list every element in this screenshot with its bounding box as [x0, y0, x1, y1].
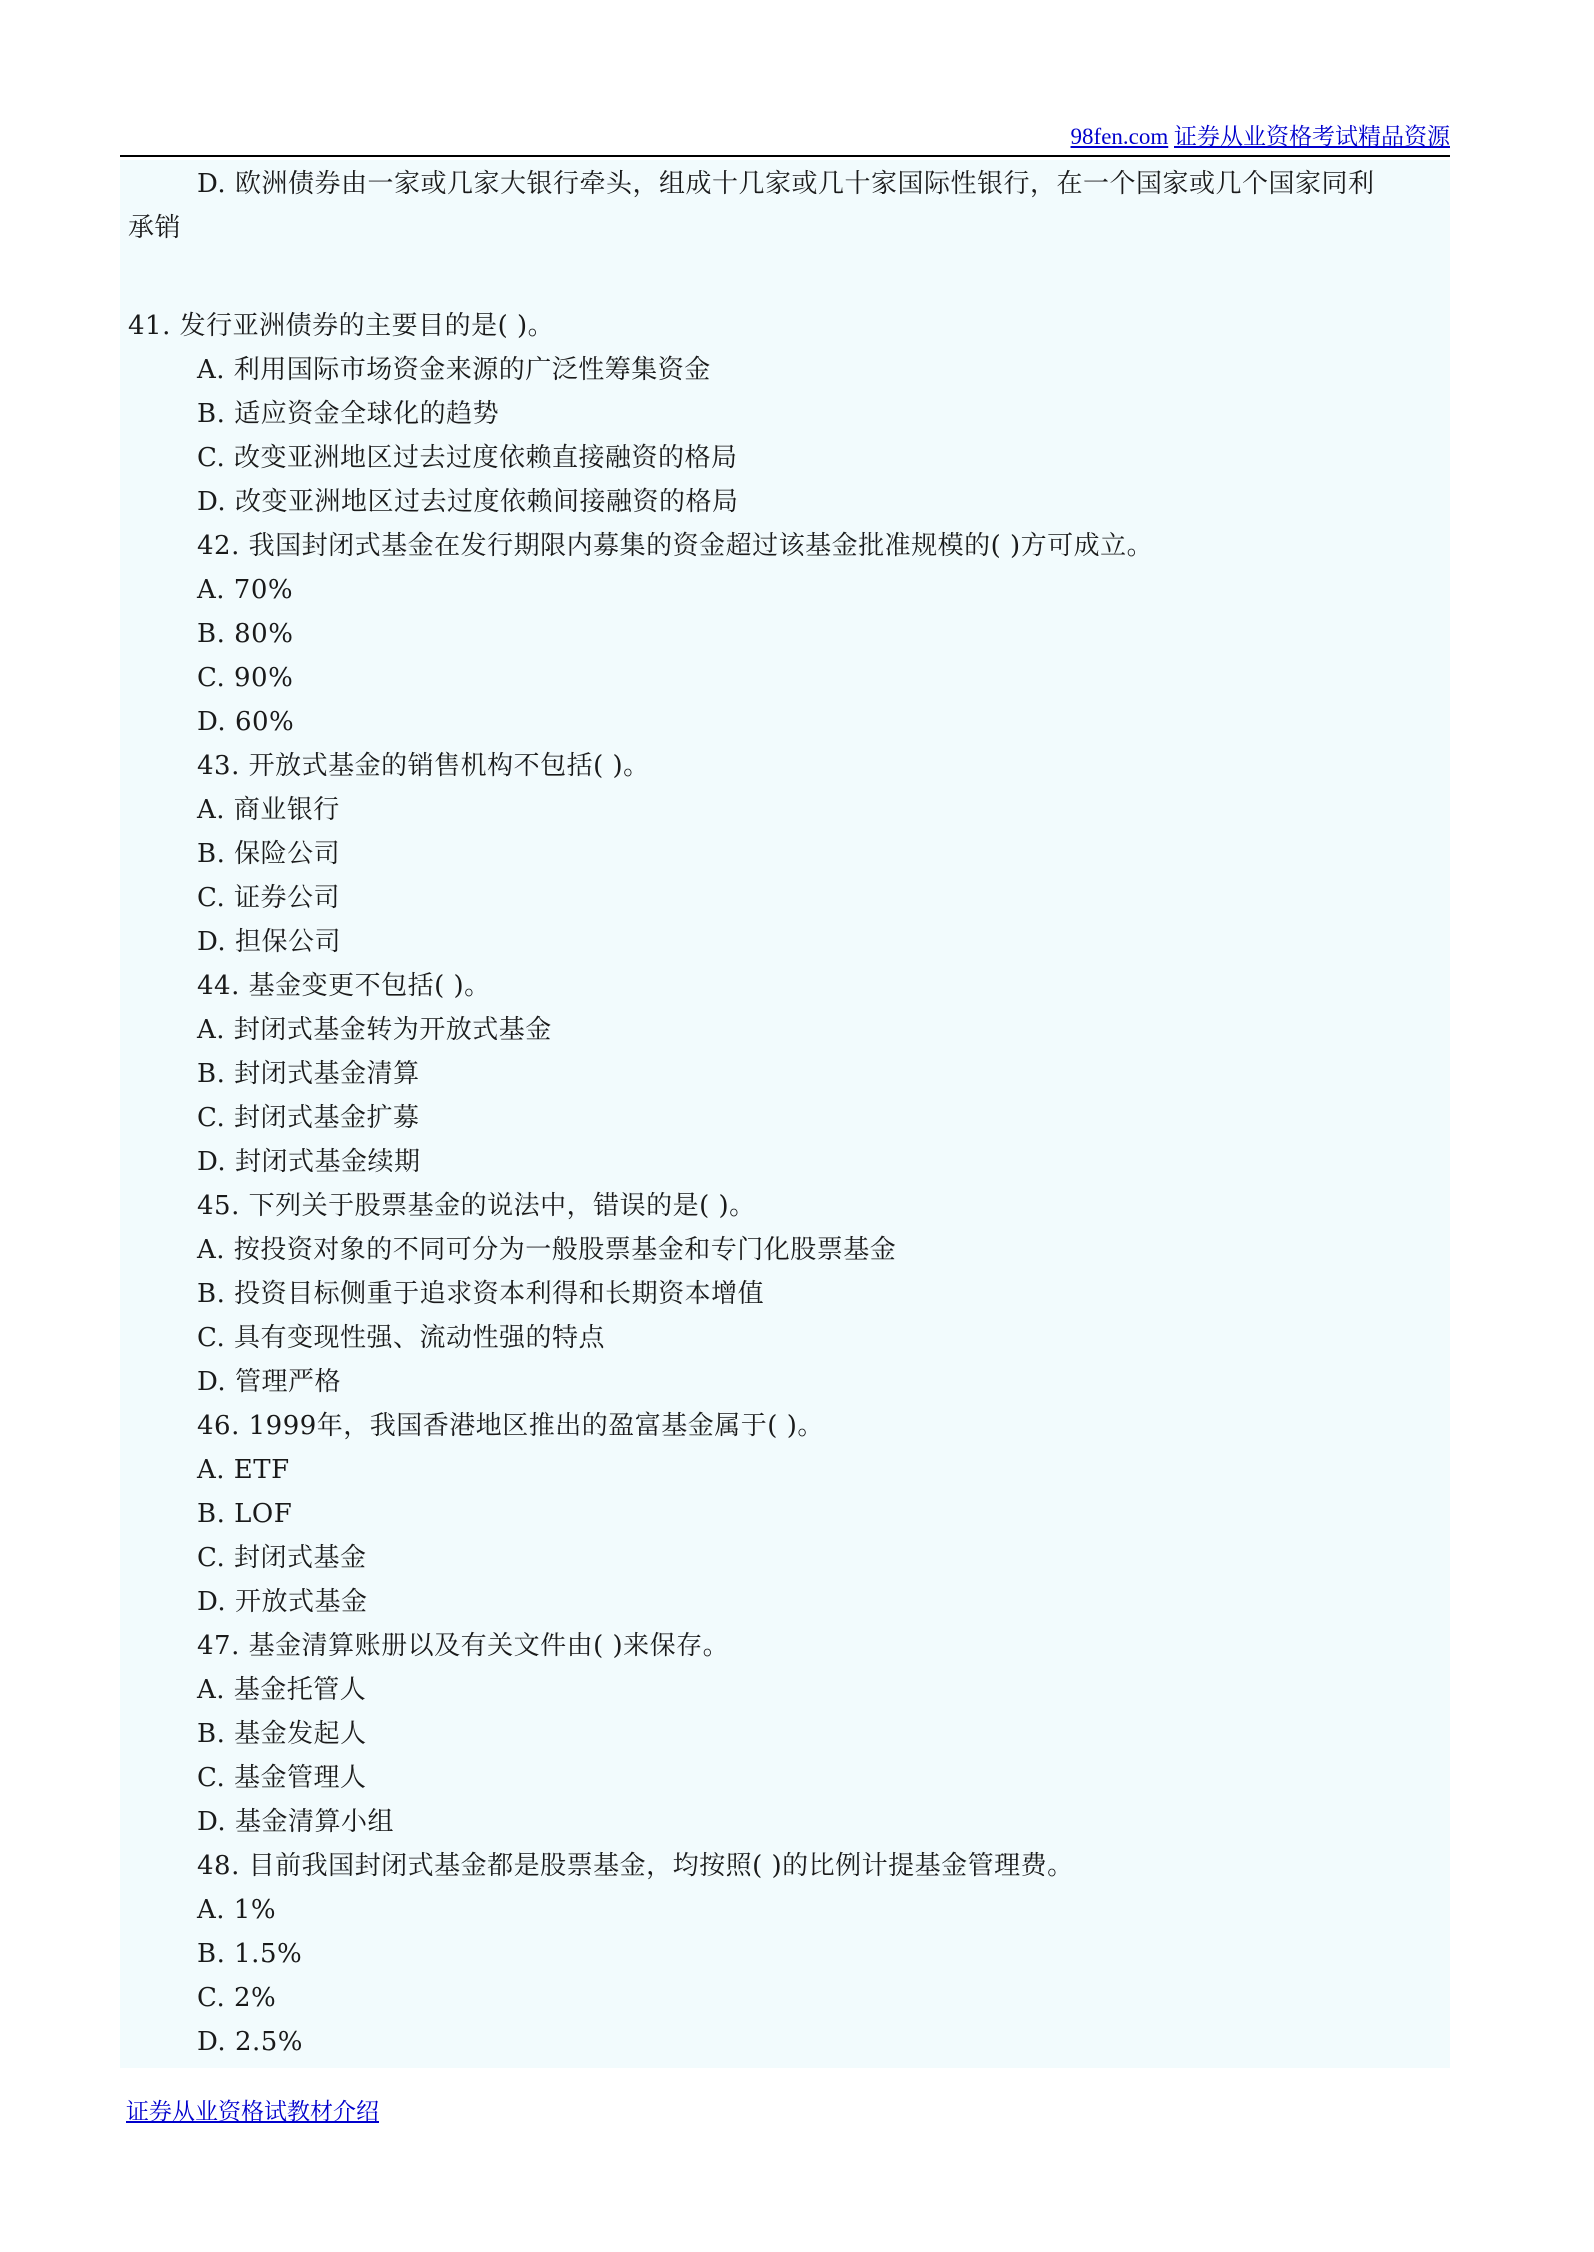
- option-line: B. 适应资金全球化的趋势: [197, 399, 500, 429]
- option-line: B. 投资目标侧重于追求资本利得和长期资本增值: [197, 1279, 765, 1309]
- option-line: C. 基金管理人: [197, 1763, 367, 1793]
- question-48: 48. 目前我国封闭式基金都是股票基金，均按照( )的比例计提基金管理费。: [197, 1851, 1074, 1881]
- text-line: 承销: [128, 213, 182, 243]
- option-line: D. 基金清算小组: [197, 1807, 394, 1837]
- option-line: C. 2%: [197, 1983, 277, 2013]
- option-line: B. 基金发起人: [197, 1719, 367, 1749]
- document-body: [120, 160, 1450, 2068]
- option-line: D. 封闭式基金续期: [197, 1147, 421, 1177]
- option-line: D. 担保公司: [197, 927, 341, 957]
- option-line: A. 70%: [197, 575, 294, 605]
- option-line: C. 证券公司: [197, 883, 340, 913]
- option-line: B. LOF: [197, 1499, 293, 1529]
- header-title-link[interactable]: 证券从业资格考试精品资源: [1174, 124, 1450, 149]
- option-line: D. 开放式基金: [197, 1587, 368, 1617]
- option-line: A. 商业银行: [197, 795, 340, 825]
- question-41: 41. 发行亚洲债券的主要目的是( )。: [128, 311, 555, 341]
- option-line: C. 封闭式基金扩募: [197, 1103, 420, 1133]
- header-site-link[interactable]: 98fen.com: [1070, 124, 1169, 149]
- option-line: D. 改变亚洲地区过去过度依赖间接融资的格局: [197, 487, 739, 517]
- option-line: B. 保险公司: [197, 839, 341, 869]
- option-line: D. 管理严格: [197, 1367, 341, 1397]
- option-line: C. 封闭式基金: [197, 1543, 367, 1573]
- text-line: D. 欧洲债券由一家或几家大银行牵头，组成十几家或几十家国际性银行，在一个国家或几个国家同利: [197, 169, 1375, 199]
- question-42: 42. 我国封闭式基金在发行期限内募集的资金超过该基金批准规模的( )方可成立。: [197, 531, 1154, 561]
- option-line: B. 80%: [197, 619, 294, 649]
- question-43: 43. 开放式基金的销售机构不包括( )。: [197, 751, 650, 781]
- option-line: A. 1%: [197, 1895, 277, 1925]
- question-45: 45. 下列关于股票基金的说法中，错误的是( )。: [197, 1191, 756, 1221]
- question-47: 47. 基金清算账册以及有关文件由( )来保存。: [197, 1631, 730, 1661]
- page-header: [120, 118, 1450, 157]
- option-line: A. 基金托管人: [197, 1675, 367, 1705]
- option-line: C. 具有变现性强、流动性强的特点: [197, 1323, 605, 1353]
- footer-textbook-link[interactable]: 证券从业资格试教材介绍: [126, 2099, 379, 2124]
- question-44: 44. 基金变更不包括( )。: [197, 971, 491, 1001]
- option-line: A. 按投资对象的不同可分为一般股票基金和专门化股票基金: [197, 1235, 897, 1265]
- option-line: A. 封闭式基金转为开放式基金: [197, 1015, 552, 1045]
- question-46: 46. 1999年，我国香港地区推出的盈富基金属于( )。: [197, 1411, 824, 1441]
- option-line: A. ETF: [197, 1455, 290, 1485]
- option-line: D. 60%: [197, 707, 295, 737]
- option-line: C. 改变亚洲地区过去过度依赖直接融资的格局: [197, 443, 738, 473]
- option-line: C. 90%: [197, 663, 294, 693]
- option-line: D. 2.5%: [197, 2027, 304, 2057]
- option-line: B. 封闭式基金清算: [197, 1059, 420, 1089]
- option-line: B. 1.5%: [197, 1939, 303, 1969]
- option-line: A. 利用国际市场资金来源的广泛性筹集资金: [197, 355, 711, 385]
